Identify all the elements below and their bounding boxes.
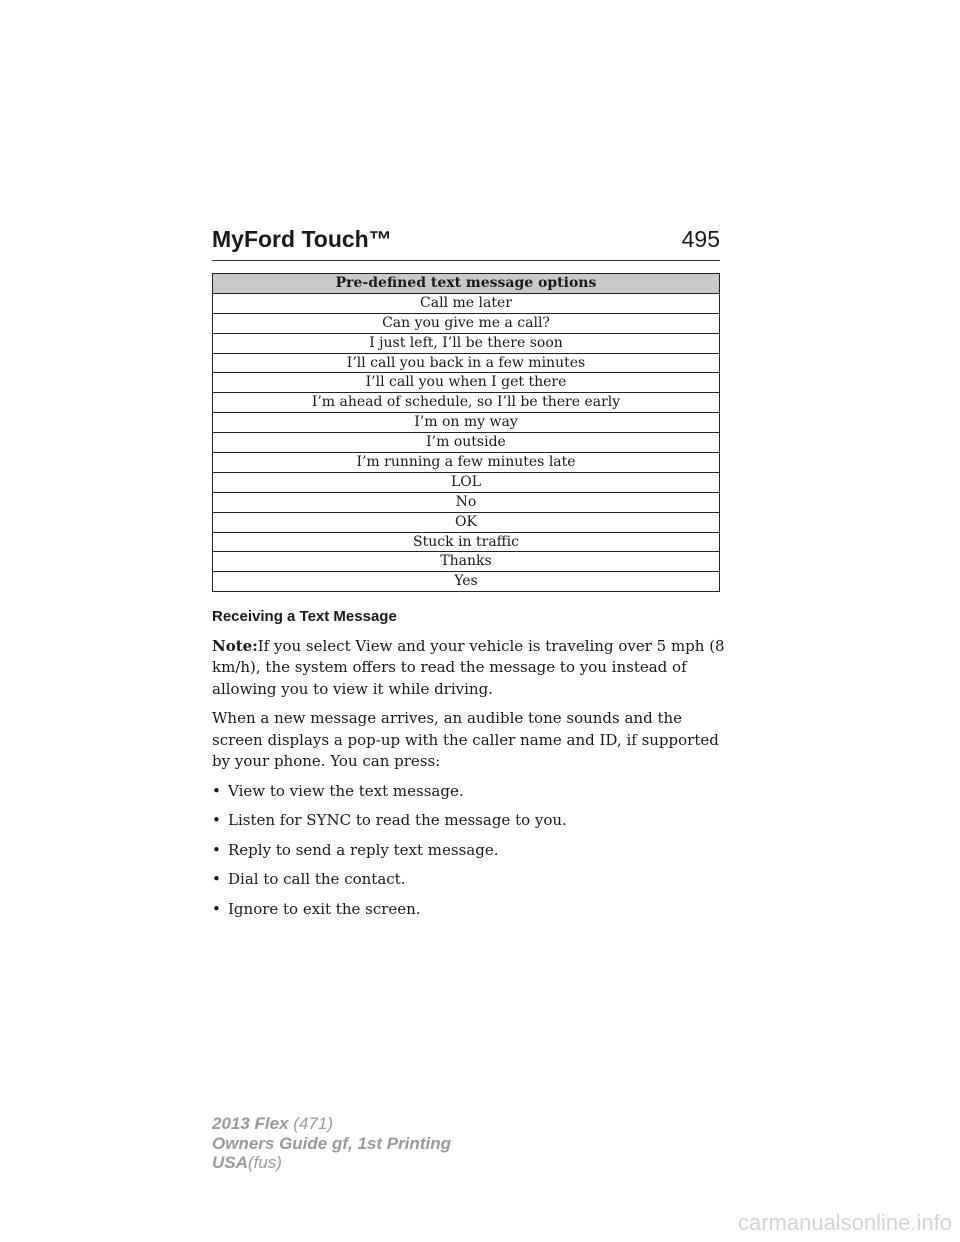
list-item <box>212 899 732 921</box>
text-message-options-table <box>212 273 720 592</box>
receiving-text-section <box>212 606 732 928</box>
table-row: I’ll call you when I get there <box>213 373 720 393</box>
section-heading: Receiving a Text Message <box>212 608 397 625</box>
bullet-icon: • <box>212 899 221 918</box>
list-item <box>212 781 732 803</box>
table-row: I’m on my way <box>213 413 720 433</box>
footer-line-3 <box>212 1153 451 1173</box>
bullet-icon: • <box>212 811 221 829</box>
body-paragraph: When a new message arrives, an audible tone sounds and the screen displays a pop-up with the caller name and ID, if supported by your phone. You can press: <box>212 709 719 770</box>
page-number: 495 <box>681 226 720 252</box>
table-row: I’m outside <box>213 433 720 453</box>
note-paragraph <box>212 636 732 701</box>
options-list <box>212 781 732 921</box>
table-row: I’ll call you back in a few minutes <box>213 353 720 373</box>
table-row: Thanks <box>213 552 720 572</box>
list-item-text: View to view the text message. <box>228 781 464 800</box>
list-item-text: Ignore to exit the screen. <box>228 899 421 918</box>
table-row: Stuck in traffic <box>213 532 720 552</box>
list-item-text: Dial to call the contact. <box>228 870 406 888</box>
bullet-icon: • <box>212 840 221 859</box>
table-row: I’m ahead of schedule, so I’ll be there early <box>213 393 720 413</box>
footer-model: 2013 Flex <box>212 1114 289 1133</box>
footer-line-1 <box>212 1114 451 1134</box>
bullet-icon: • <box>212 870 221 888</box>
table-row: Yes <box>213 572 720 592</box>
list-item <box>212 869 732 891</box>
table-header: Pre-defined text message options <box>213 274 720 294</box>
table-row: No <box>213 492 720 512</box>
table-row: Can you give me a call? <box>213 313 720 333</box>
list-item <box>212 810 732 832</box>
list-item <box>212 840 732 862</box>
footer-model-code: (471) <box>293 1114 333 1133</box>
list-item-text: Listen for SYNC to read the message to you. <box>228 811 567 829</box>
print-footer <box>212 1114 451 1173</box>
bullet-icon: • <box>212 781 221 800</box>
footer-line-2 <box>212 1134 451 1154</box>
list-item-text: Reply to send a reply text message. <box>228 840 499 859</box>
footer-market-code: (fus) <box>247 1153 282 1172</box>
table-row: I just left, I’ll be there soon <box>213 333 720 353</box>
footer-market: USA <box>212 1153 248 1172</box>
footer-edition: Owners Guide gf, 1st Printing <box>212 1133 451 1153</box>
table-row: Call me later <box>213 293 720 313</box>
page-header <box>212 226 720 261</box>
table-row: I’m running a few minutes late <box>213 453 720 473</box>
page-title: MyFord Touch™ <box>212 226 392 252</box>
table-row: OK <box>213 512 720 532</box>
table-row: LOL <box>213 472 720 492</box>
watermark-text: carmanualsonline.info <box>737 1210 952 1235</box>
note-text: If you select View and your vehicle is traveling over 5 mph (8 km/h), the system offers to read the message to you instead of allowing you to view it while driving. <box>212 636 725 698</box>
note-label: Note: <box>212 636 258 655</box>
